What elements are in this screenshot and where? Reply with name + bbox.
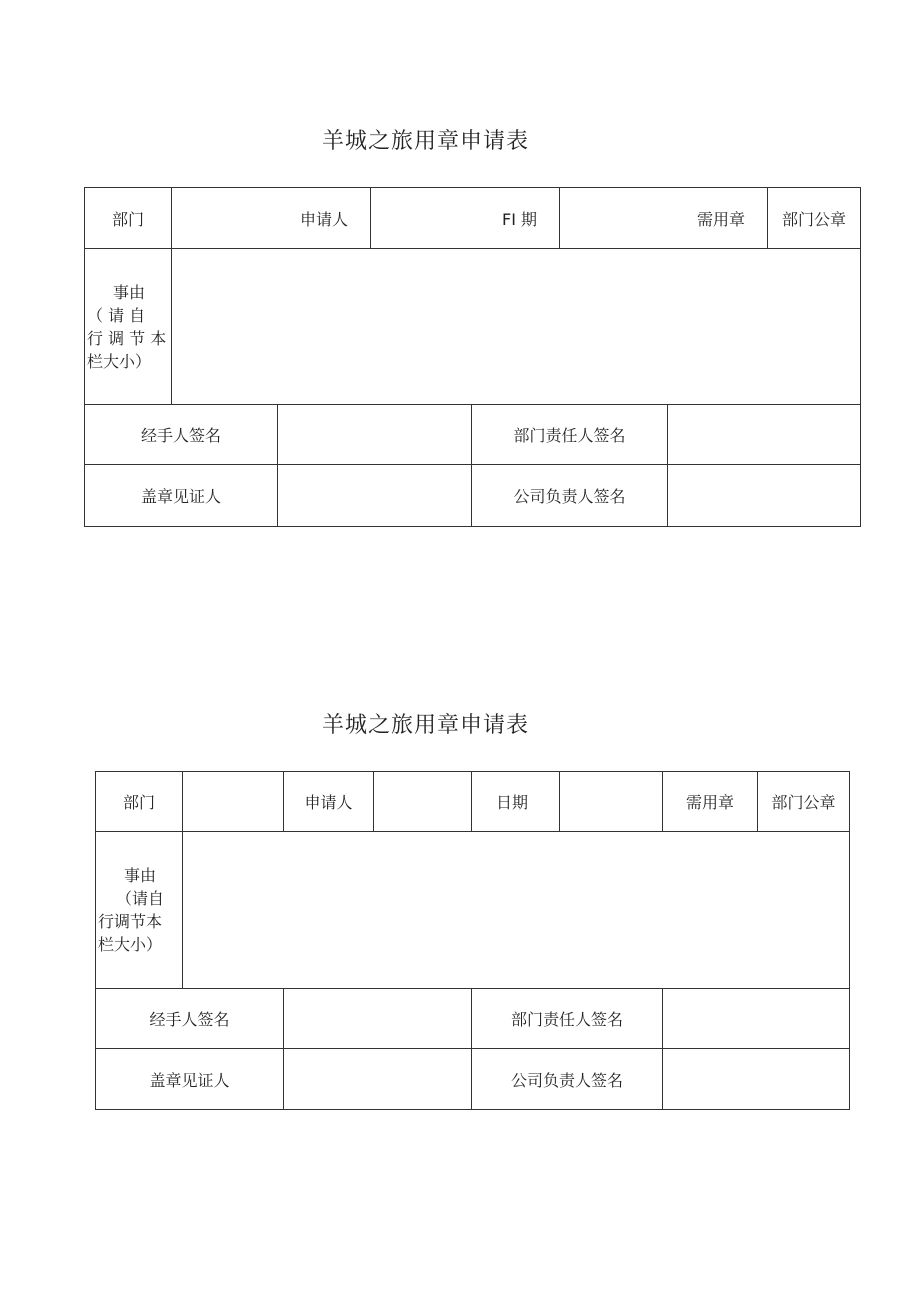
handler-sign-field[interactable] bbox=[277, 404, 472, 465]
handler-sign-label-cell bbox=[95, 988, 284, 1049]
witness-label: 盖章见证人 bbox=[140, 487, 221, 506]
dept-input[interactable] bbox=[182, 771, 284, 832]
reason-line-1: 事由 bbox=[123, 866, 156, 885]
dept-head-sign-label-cell bbox=[471, 404, 668, 465]
dept-label: 部门 bbox=[122, 793, 155, 812]
reason-line-3: 行调节本 bbox=[98, 912, 163, 931]
reason-line-4: 栏大小） bbox=[87, 351, 152, 371]
company-head-sign-label-cell bbox=[471, 1048, 663, 1110]
company-head-sign-field[interactable] bbox=[662, 1048, 850, 1110]
handler-sign-label-cell bbox=[84, 404, 278, 465]
date-label-cell bbox=[471, 771, 560, 832]
date-label: 日期 bbox=[496, 793, 529, 812]
reason-line-2: （请自 bbox=[115, 889, 164, 908]
applicant-input[interactable] bbox=[373, 771, 472, 832]
seal-value: 部门公章 bbox=[781, 209, 846, 229]
form-2-title: 羊城之旅用章申请表 bbox=[322, 713, 530, 738]
handler-sign-field[interactable] bbox=[283, 988, 472, 1049]
dept-applicant-cell[interactable] bbox=[171, 187, 371, 249]
reason-label-cell bbox=[95, 831, 183, 989]
dept-head-sign-field[interactable] bbox=[662, 988, 850, 1049]
applicant-label-cell bbox=[283, 771, 374, 832]
date-input[interactable] bbox=[559, 771, 663, 832]
reason-label-cell bbox=[84, 248, 172, 405]
company-head-sign-label-cell bbox=[471, 464, 668, 527]
company-head-sign-label: 公司负责人签名 bbox=[510, 1070, 623, 1090]
reason-line-2: （ 请 自 bbox=[87, 305, 146, 325]
company-head-sign-field[interactable] bbox=[667, 464, 861, 527]
seal-value: 部门公章 bbox=[771, 793, 836, 812]
applicant-label: 申请人 bbox=[299, 209, 348, 229]
form-1-title: 羊城之旅用章申请表 bbox=[322, 129, 530, 154]
reason-line-4: 栏大小） bbox=[98, 935, 163, 954]
dept-label-cell bbox=[95, 771, 183, 832]
dept-head-sign-field[interactable] bbox=[667, 404, 861, 465]
reason-line-3: 行 调 节 本 bbox=[87, 328, 167, 348]
dept-label: 部门 bbox=[111, 209, 144, 229]
handler-sign-label: 经手人签名 bbox=[140, 426, 221, 445]
dept-head-sign-label: 部门责任人签名 bbox=[513, 426, 626, 445]
reason-line-1: 事由 bbox=[112, 282, 145, 302]
witness-label-cell bbox=[95, 1048, 284, 1110]
seal-value-cell[interactable] bbox=[767, 187, 861, 249]
dept-head-sign-label: 部门责任人签名 bbox=[510, 1010, 623, 1029]
witness-label: 盖章见证人 bbox=[149, 1070, 230, 1090]
witness-label-cell bbox=[84, 464, 278, 527]
reason-input-area[interactable] bbox=[171, 248, 861, 405]
dept-label-cell bbox=[84, 187, 172, 249]
company-head-sign-label: 公司负责人签名 bbox=[513, 487, 626, 506]
seal-needed-label: 需用章 bbox=[685, 793, 734, 812]
witness-field[interactable] bbox=[283, 1048, 472, 1110]
seal-value-cell[interactable] bbox=[757, 771, 850, 832]
seal-needed-label: 需用章 bbox=[696, 209, 745, 229]
handler-sign-label: 经手人签名 bbox=[149, 1010, 230, 1029]
applicant-label: 申请人 bbox=[304, 793, 353, 812]
date-seal-cell[interactable] bbox=[559, 187, 768, 249]
dept-head-sign-label-cell bbox=[471, 988, 663, 1049]
seal-needed-label-cell bbox=[662, 771, 758, 832]
applicant-date-cell[interactable] bbox=[370, 187, 560, 249]
witness-field[interactable] bbox=[277, 464, 472, 527]
reason-input-area[interactable] bbox=[182, 831, 850, 989]
date-label: FI 期 bbox=[501, 209, 537, 229]
